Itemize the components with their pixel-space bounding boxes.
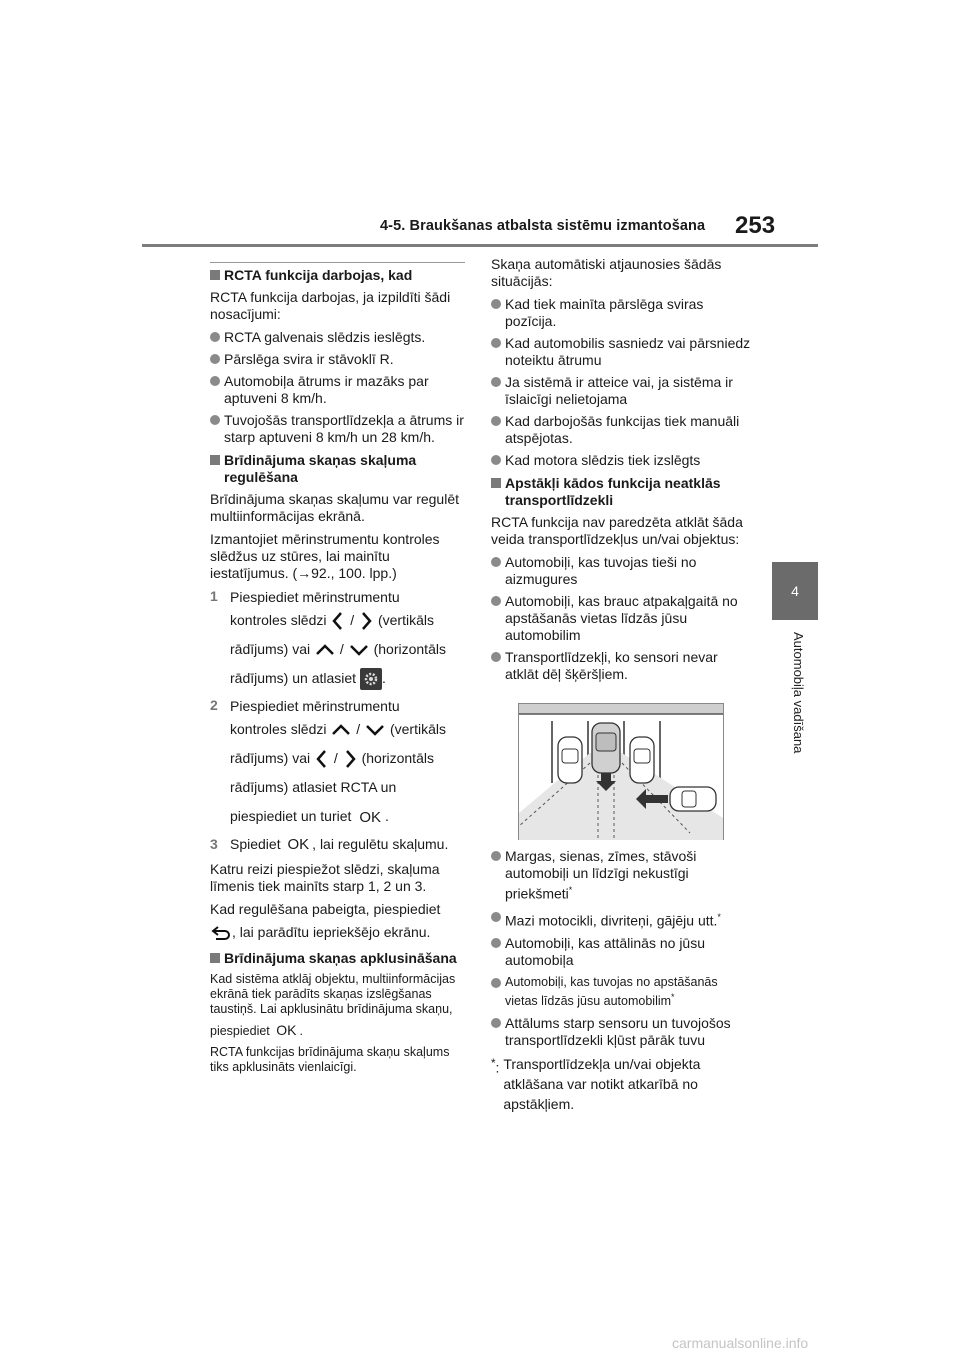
back-arrow-icon xyxy=(210,925,232,941)
ok-icon: OK xyxy=(287,835,310,853)
list-item: Automobiļi, kas tuvojas no apstāšanās vietas līdzās jūsu automobilim* xyxy=(491,975,753,1009)
chapter-title: Automobiļa vadīšana xyxy=(791,632,806,754)
bullet-icon xyxy=(491,1018,501,1028)
chevron-left-icon xyxy=(314,748,330,770)
square-bullet-icon xyxy=(210,953,220,963)
bullet-icon xyxy=(210,354,220,364)
list-item: Automobiļi, kas tuvojas tieši no aizmugures xyxy=(491,554,753,588)
list-item: Automobiļi, kas attālinās no jūsu automobiļa xyxy=(491,935,753,969)
bullet-icon xyxy=(210,332,220,342)
chevron-right-icon xyxy=(358,610,374,632)
left-column: RCTA funkcija darbojas, kad RCTA funkcija darbojas, ja izpildīti šādi nosacījumi: RCTA galvenais slēdzis ieslēgts. Pārslēga svira ir stāvoklī R. Automobiļa ātrums ir mazāks par aptuveni 8 km/h. Tuvojošās transportlīdzekļa a ātrums ir starp aptuveni 8 km/h un 28 km/h. Brīdinājuma skaņas skaļuma regulēšana Brīdinājuma skaņas skaļumu var regulēt multiinformācijas ekrānā. Izmantojiet mērinstrumentu kontroles slēdžus uz stūres, lai mainītu iestatījumus. (→92., 100. lpp.) 1 Piespiediet mērinstrumentu kontroles slēdzi / (vertikāls rādījums) vai / (horizontāls rādījums) un atlasiet . 2 Piespiediet mērinstrumentu kontroles slēdzi / (vertikāls rādījums) vai / (horizontāls rādījums) atlasiet RCTA un piespiediet un turiet OK . 3 Spiediet OK , lai regulētu skaļumu. Katru reizi piespiežot slēdzi, skaļuma līmenis tiek mainīts starp 1, 2 un 3. Kad regulēšana pabeigta, piespiediet , lai parādītu iepriekšējo ekrānu. Brīdinājuma skaņas apklusināšana Kad sistēma atklāj objektu, multiinformācijas ekrānā tiek parādīts skaņas izslēgšanas taustiņš. Lai apklusinātu brīdinājuma skaņu, piespiediet OK . RCTA funkcijas brīdinājuma skaņu skaļums tiks apklusināts vienlaicīgi. xyxy=(210,262,470,1081)
paragraph: RCTA funkcija nav paredzēta atklāt šāda veida transportlīdzekļus un/vai objektus: xyxy=(491,514,743,547)
bullet-icon xyxy=(491,912,501,922)
step-2: 2 Piespiediet mērinstrumentu kontroles slēdzi / (vertikāls rādījums) vai / (horizontāls rādījums) atlasiet RCTA un piespiediet un turiet OK . xyxy=(210,697,470,832)
footnote: *: Transportlīdzekļa un/vai objekta atklāšana var notikt atkarībā no apstākļiem. xyxy=(491,1056,701,1113)
ok-icon: OK xyxy=(359,808,381,826)
bullet-icon xyxy=(491,299,501,309)
chevron-up-icon xyxy=(330,722,352,738)
paragraph: RCTA funkcijas brīdinājuma skaņu skaļums tiks apklusināts vienlaicīgi. xyxy=(210,1044,450,1074)
section-divider xyxy=(210,262,465,263)
section-heading: Brīdinājuma skaņas skaļuma regulēšana xyxy=(210,452,470,486)
bullet-icon xyxy=(210,415,220,425)
list-item: Kad darbojošās funkcijas tiek manuāli atspējotas. xyxy=(491,413,753,447)
list-item: RCTA galvenais slēdzis ieslēgts. xyxy=(210,329,470,346)
list-item: Attālums starp sensoru un tuvojošos transportlīdzekli kļūst pārāk tuvu xyxy=(491,1015,753,1049)
step-3: 3 Spiediet OK , lai regulētu skaļumu. xyxy=(210,835,449,853)
watermark: carmanualsonline.info xyxy=(672,1335,809,1351)
paragraph: Katru reizi piespiežot slēdzi, skaļuma līmenis tiek mainīts starp 1, 2 un 3. xyxy=(210,860,440,894)
paragraph: Kad sistēma atklāj objektu, multiinformācijas ekrānā tiek parādīts skaņas izslēgšanas taustiņš. Lai apklusinātu brīdinājuma skaņu, xyxy=(210,971,456,1016)
wall xyxy=(519,704,723,714)
list-item: Pārslēga svira ir stāvoklī R. xyxy=(210,351,470,368)
square-bullet-icon xyxy=(210,270,220,280)
section-heading: Brīdinājuma skaņas apklusināšana xyxy=(210,950,470,967)
parking-illustration xyxy=(518,703,724,840)
paragraph: Kad regulēšana pabeigta, piespiediet xyxy=(210,900,441,917)
square-bullet-icon xyxy=(491,478,501,488)
bullet-icon xyxy=(491,455,501,465)
bullet-icon xyxy=(491,652,501,662)
chevron-down-icon xyxy=(348,642,370,658)
bullet-icon xyxy=(491,377,501,387)
approaching-car xyxy=(670,787,716,811)
list-item: Kad automobilis sasniedz vai pārsniedz noteiktu ātrumu xyxy=(491,335,753,369)
bullet-icon xyxy=(491,416,501,426)
list-item: Automobiļi, kas brauc atpakaļgaitā no apstāšanās vietas līdzās jūsu automobilim xyxy=(491,593,753,644)
paragraph: Skaņa automātiski atjaunosies šādās situācijās: xyxy=(491,256,722,289)
bullet-icon xyxy=(491,557,501,567)
bullet-icon xyxy=(491,938,501,948)
chevron-down-icon xyxy=(364,722,386,738)
chevron-right-icon xyxy=(342,748,358,770)
bullet-icon xyxy=(491,851,501,861)
bullet-icon xyxy=(491,596,501,606)
paragraph: Izmantojiet mērinstrumentu kontroles slēdžus uz stūres, lai mainītu iestatījumus. (→92., 100. lpp.) xyxy=(210,531,440,581)
header-rule xyxy=(142,244,818,247)
square-bullet-icon xyxy=(210,455,220,465)
ok-icon: OK xyxy=(276,1021,297,1038)
section-heading: RCTA funkcija darbojas, kad xyxy=(210,267,470,284)
chapter-tab: 4 xyxy=(772,562,818,620)
step-1: 1 Piespiediet mērinstrumentu kontroles slēdzi / (vertikāls rādījums) vai / (horizontāls rādījums) un atlasiet . xyxy=(210,588,470,693)
list-item: Kad tiek mainīta pārslēga sviras pozīcija. xyxy=(491,296,753,330)
list-item: Mazi motocikli, divriteņi, gājēju utt.* xyxy=(491,909,753,930)
list-item: Tuvojošās transportlīdzekļa a ātrums ir starp aptuveni 8 km/h un 28 km/h. xyxy=(210,412,470,446)
list-item: Kad motora slēdzis tiek izslēgts xyxy=(491,452,753,469)
paragraph: RCTA funkcija darbojas, ja izpildīti šādi nosacījumi: xyxy=(210,289,451,322)
paragraph: Brīdinājuma skaņas skaļumu var regulēt multiinformācijas ekrānā. xyxy=(210,491,460,524)
chevron-up-icon xyxy=(314,642,336,658)
bullet-icon xyxy=(210,376,220,386)
list-item: Transportlīdzekļi, ko sensori nevar atklāt dēļ šķēršļiem. xyxy=(491,649,753,683)
right-column-lower xyxy=(491,848,753,1114)
bullet-icon xyxy=(491,978,501,988)
list-item: Ja sistēmā ir atteice vai, ja sistēma ir īslaicīgi nelietojama xyxy=(491,374,753,408)
paragraph: , lai parādītu iepriekšējo ekrānu. xyxy=(232,923,431,940)
settings-gear-icon xyxy=(360,668,382,690)
section-heading: Apstākļi kādos funkcija neatklās transportlīdzekli xyxy=(491,475,753,509)
bullet-icon xyxy=(491,338,501,348)
own-car xyxy=(592,723,620,773)
list-item: Margas, sienas, zīmes, stāvoši automobiļi un līdzīgi nekustīgi priekšmeti* xyxy=(491,848,753,903)
list-item: Automobiļa ātrums ir mazāks par aptuveni 8 km/h. xyxy=(210,373,470,407)
chevron-left-icon xyxy=(330,610,346,632)
page-number: 253 xyxy=(735,212,776,239)
parked-car-left xyxy=(558,737,582,783)
right-column xyxy=(491,256,753,688)
parked-car-right xyxy=(630,737,654,783)
section-title: 4-5. Braukšanas atbalsta sistēmu izmantošana xyxy=(380,218,706,234)
